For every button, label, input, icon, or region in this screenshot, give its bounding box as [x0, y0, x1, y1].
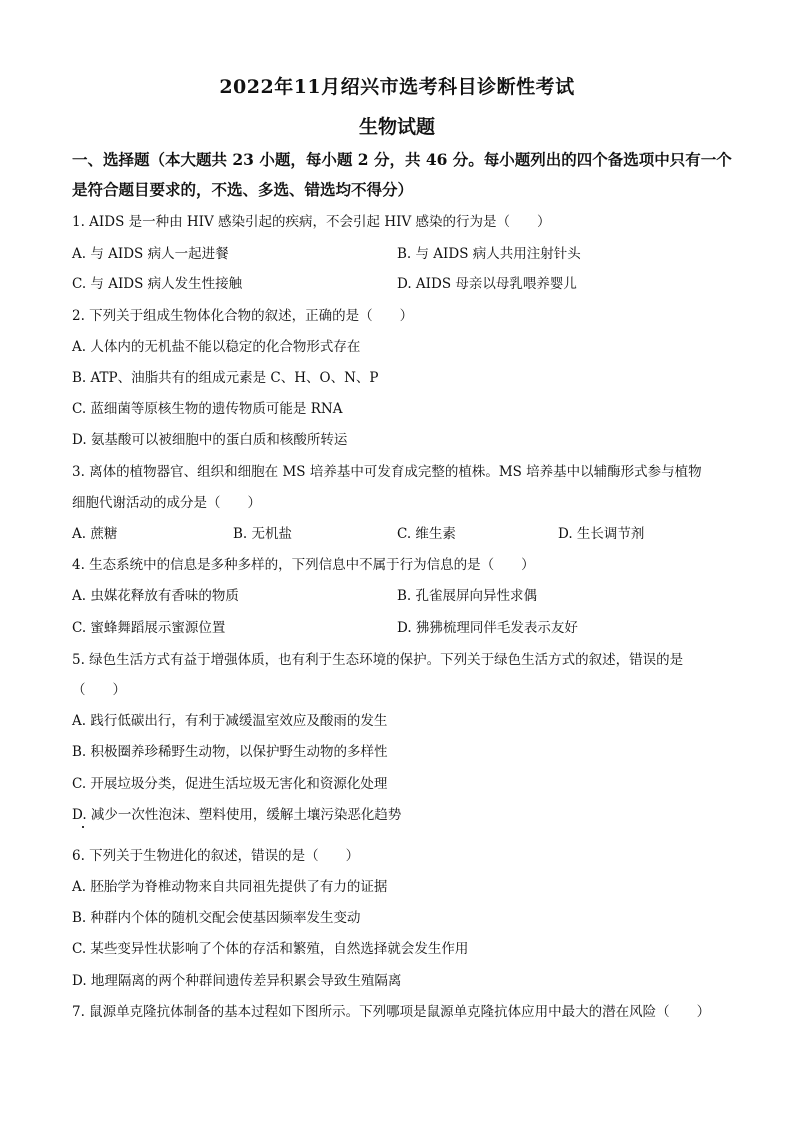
exam-title: 2022年11月绍兴市选考科目诊断性考试: [219, 76, 575, 98]
question-5-option-c: C. 开展垃圾分类，促进生活垃圾无害化和资源化处理: [72, 776, 388, 792]
question-3-option-c: C. 维生素: [397, 526, 456, 542]
question-4-stem: 4. 生态系统中的信息是多种多样的，下列信息中不属于行为信息的是（ ）: [72, 557, 535, 573]
question-1-option-c: C. 与 AIDS 病人发生性接触: [72, 276, 243, 292]
question-5-stem-line-2: （ ）: [72, 682, 126, 698]
question-5-option-a: A. 践行低碳出行，有利于减缓温室效应及酸雨的发生: [72, 713, 388, 729]
question-3-option-b: B. 无机盐: [233, 526, 293, 542]
question-6-option-d: D. 地理隔离的两个种群间遗传差异积累会导致生殖隔离: [72, 973, 402, 989]
stray-mark: [82, 826, 84, 828]
section-heading: 一、选择题（本大题共 23 小题，每小题 2 分，共 46 分。每小题列出的四个备选项中只有一个是符合题目要求的，不选、多选、错选均不得分）: [72, 150, 732, 199]
question-1-option-d: D. AIDS 母亲以母乳喂养婴儿: [397, 276, 577, 292]
question-6-option-c: C. 某些变异性状影响了个体的存活和繁殖，自然选择就会发生作用: [72, 941, 469, 957]
question-2-stem: 2. 下列关于组成生物体化合物的叙述，正确的是（ ）: [72, 308, 414, 324]
question-2-option-c: C. 蓝细菌等原核生物的遗传物质可能是 RNA: [72, 401, 343, 417]
exam-subtitle: 生物试题: [358, 116, 435, 138]
question-6-stem: 6. 下列关于生物进化的叙述，错误的是（ ）: [72, 848, 360, 864]
question-4-option-d: D. 狒狒梳理同伴毛发表示友好: [397, 620, 578, 636]
question-4-option-b: B. 孔雀展屏向异性求偶: [397, 588, 538, 604]
question-4-option-a: A. 虫媒花释放有香味的物质: [72, 588, 239, 604]
question-3-stem-line-1: 3. 离体的植物器官、组织和细胞在 MS 培养基中可发育成完整的植株。MS 培养基中以辅酶形式参与植物: [72, 464, 702, 480]
question-3-stem-line-2: 细胞代谢活动的成分是（ ）: [72, 495, 261, 511]
question-1-option-b: B. 与 AIDS 病人共用注射针头: [397, 246, 581, 262]
question-6-option-a: A. 胚胎学为脊椎动物来自共同祖先提供了有力的证据: [72, 879, 388, 895]
question-6-option-b: B. 种群内个体的随机交配会使基因频率发生变动: [72, 910, 361, 926]
question-5-option-d: D. 减少一次性泡沫、塑料使用，缓解土壤污染恶化趋势: [72, 807, 402, 823]
question-2-option-b: B. ATP、油脂共有的组成元素是 C、H、O、N、P: [72, 370, 379, 386]
question-3-option-a: A. 蔗糖: [72, 526, 118, 542]
question-2-option-a: A. 人体内的无机盐不能以稳定的化合物形式存在: [72, 339, 361, 355]
question-5-stem-line-1: 5. 绿色生活方式有益于增强体质，也有利于生态环境的保护。下列关于绿色生活方式的叙述，错误的是: [72, 652, 684, 668]
question-2-option-d: D. 氨基酸可以被细胞中的蛋白质和核酸所转运: [72, 432, 348, 448]
question-3-option-d: D. 生长调节剂: [558, 526, 645, 542]
question-1-stem: 1. AIDS 是一种由 HIV 感染引起的疾病，不会引起 HIV 感染的行为是（ ）: [72, 214, 551, 230]
question-5-option-b: B. 积极圈养珍稀野生动物，以保护野生动物的多样性: [72, 744, 388, 760]
question-7-stem: 7. 鼠源单克隆抗体制备的基本过程如下图所示。下列哪项是鼠源单克隆抗体应用中最大的潜在风险（ ）: [72, 1004, 711, 1020]
question-1-option-a: A. 与 AIDS 病人一起进餐: [72, 246, 229, 262]
question-4-option-c: C. 蜜蜂舞蹈展示蜜源位置: [72, 620, 226, 636]
